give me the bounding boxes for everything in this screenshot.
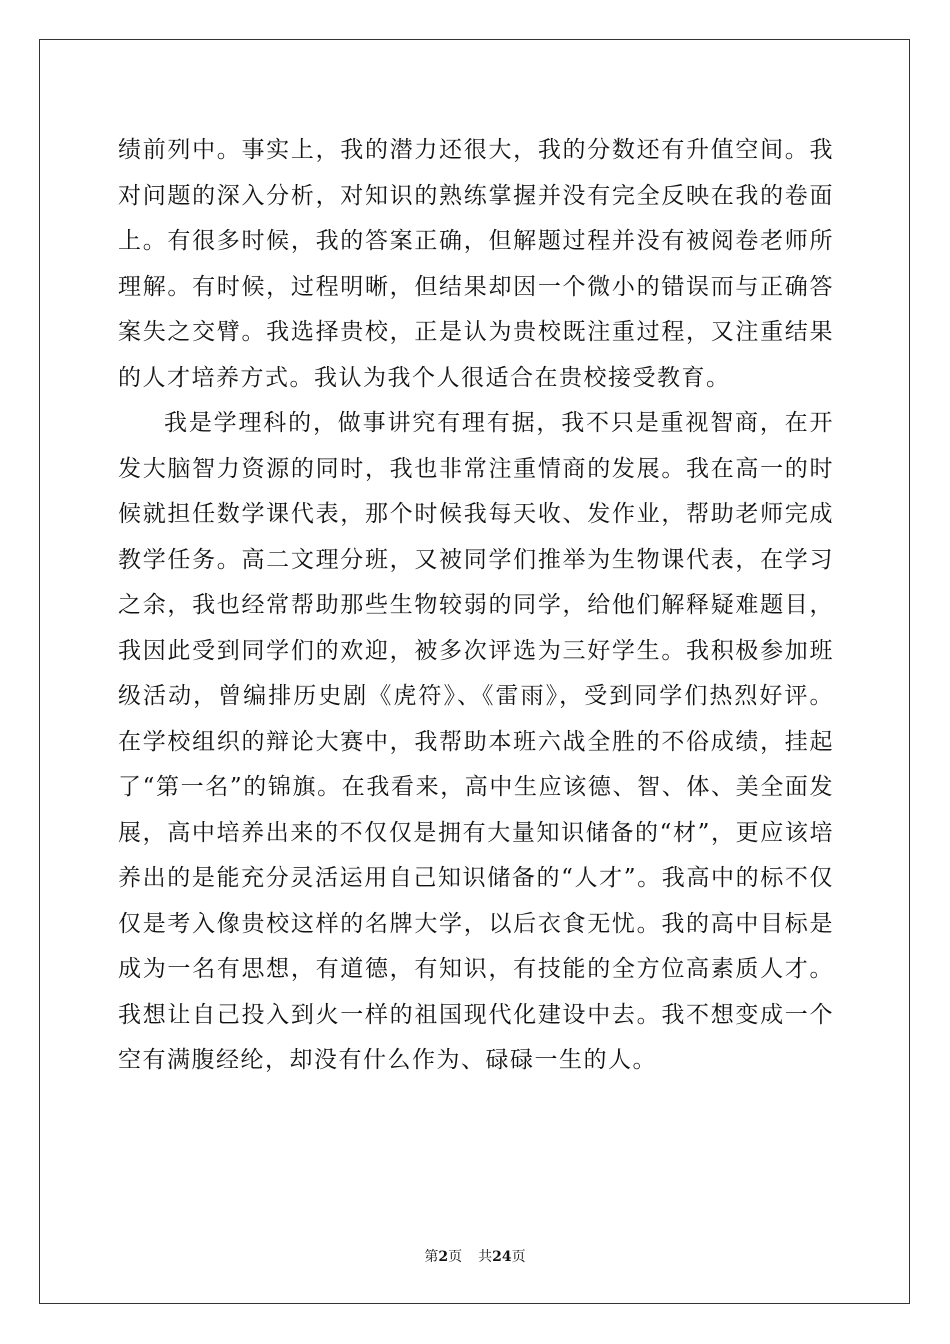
total-prefix: 共 [478, 1249, 493, 1265]
page-prefix: 第 [424, 1249, 439, 1265]
page-unit: 页 [448, 1249, 463, 1265]
paragraph-1: 绩前列中。事实上，我的潜力还很大，我的分数还有升值空间。我对问题的深入分析，对知识的熟练掌握并没有完全反映在我的卷面上。有很多时候，我的答案正确，但解题过程并没有被阅卷老师所理解。有时候，过程明晰，但结果却因一个微小的错误而与正确答案失之交臂。我选择贵校，正是认为贵校既注重过程，又注重结果的人才培养方式。我认为我个人很适合在贵校接受教育。 [118, 137, 834, 391]
page-total-number: 24 [492, 1249, 512, 1265]
total-unit: 页 [511, 1249, 526, 1265]
page-footer [0, 1246, 950, 1266]
page-current-number: 2 [438, 1249, 449, 1265]
document-body [118, 128, 834, 1084]
paragraph-2: 我是学理科的，做事讲究有理有据，我不只是重视智商，在开发大脑智力资源的同时，我也非常注重情商的发展。我在高一的时候就担任数学课代表，那个时候我每天收、发作业，帮助老师完成教学任务。高二文理分班，又被同学们推举为生物课代表，在学习之余，我也经常帮助那些生物较弱的同学，给他们解释疑难题目，我因此受到同学们的欢迎，被多次评选为三好学生。我积极参加班级活动，曾编排历史剧《虎符》、《雷雨》，受到同学们热烈好评。在学校组织的辩论大赛中，我帮助本班六战全胜的不俗成绩，挂起了“第一名”的锦旗。在我看来，高中生应该德、智、体、美全面发展，高中培养出来的不仅仅是拥有大量知识储备的“材”，更应该培养出的是能充分灵活运用自己知识储备的“人才”。我高中的标不仅仅是考入像贵校这样的名牌大学，以后衣食无忧。我的高中目标是成为一名有思想，有道德，有知识，有技能的全方位高素质人才。我想让自己投入到火一样的祖国现代化建设中去。我不想变成一个空有满腹经纶，却没有什么作为、碌碌一生的人。 [118, 410, 834, 1073]
